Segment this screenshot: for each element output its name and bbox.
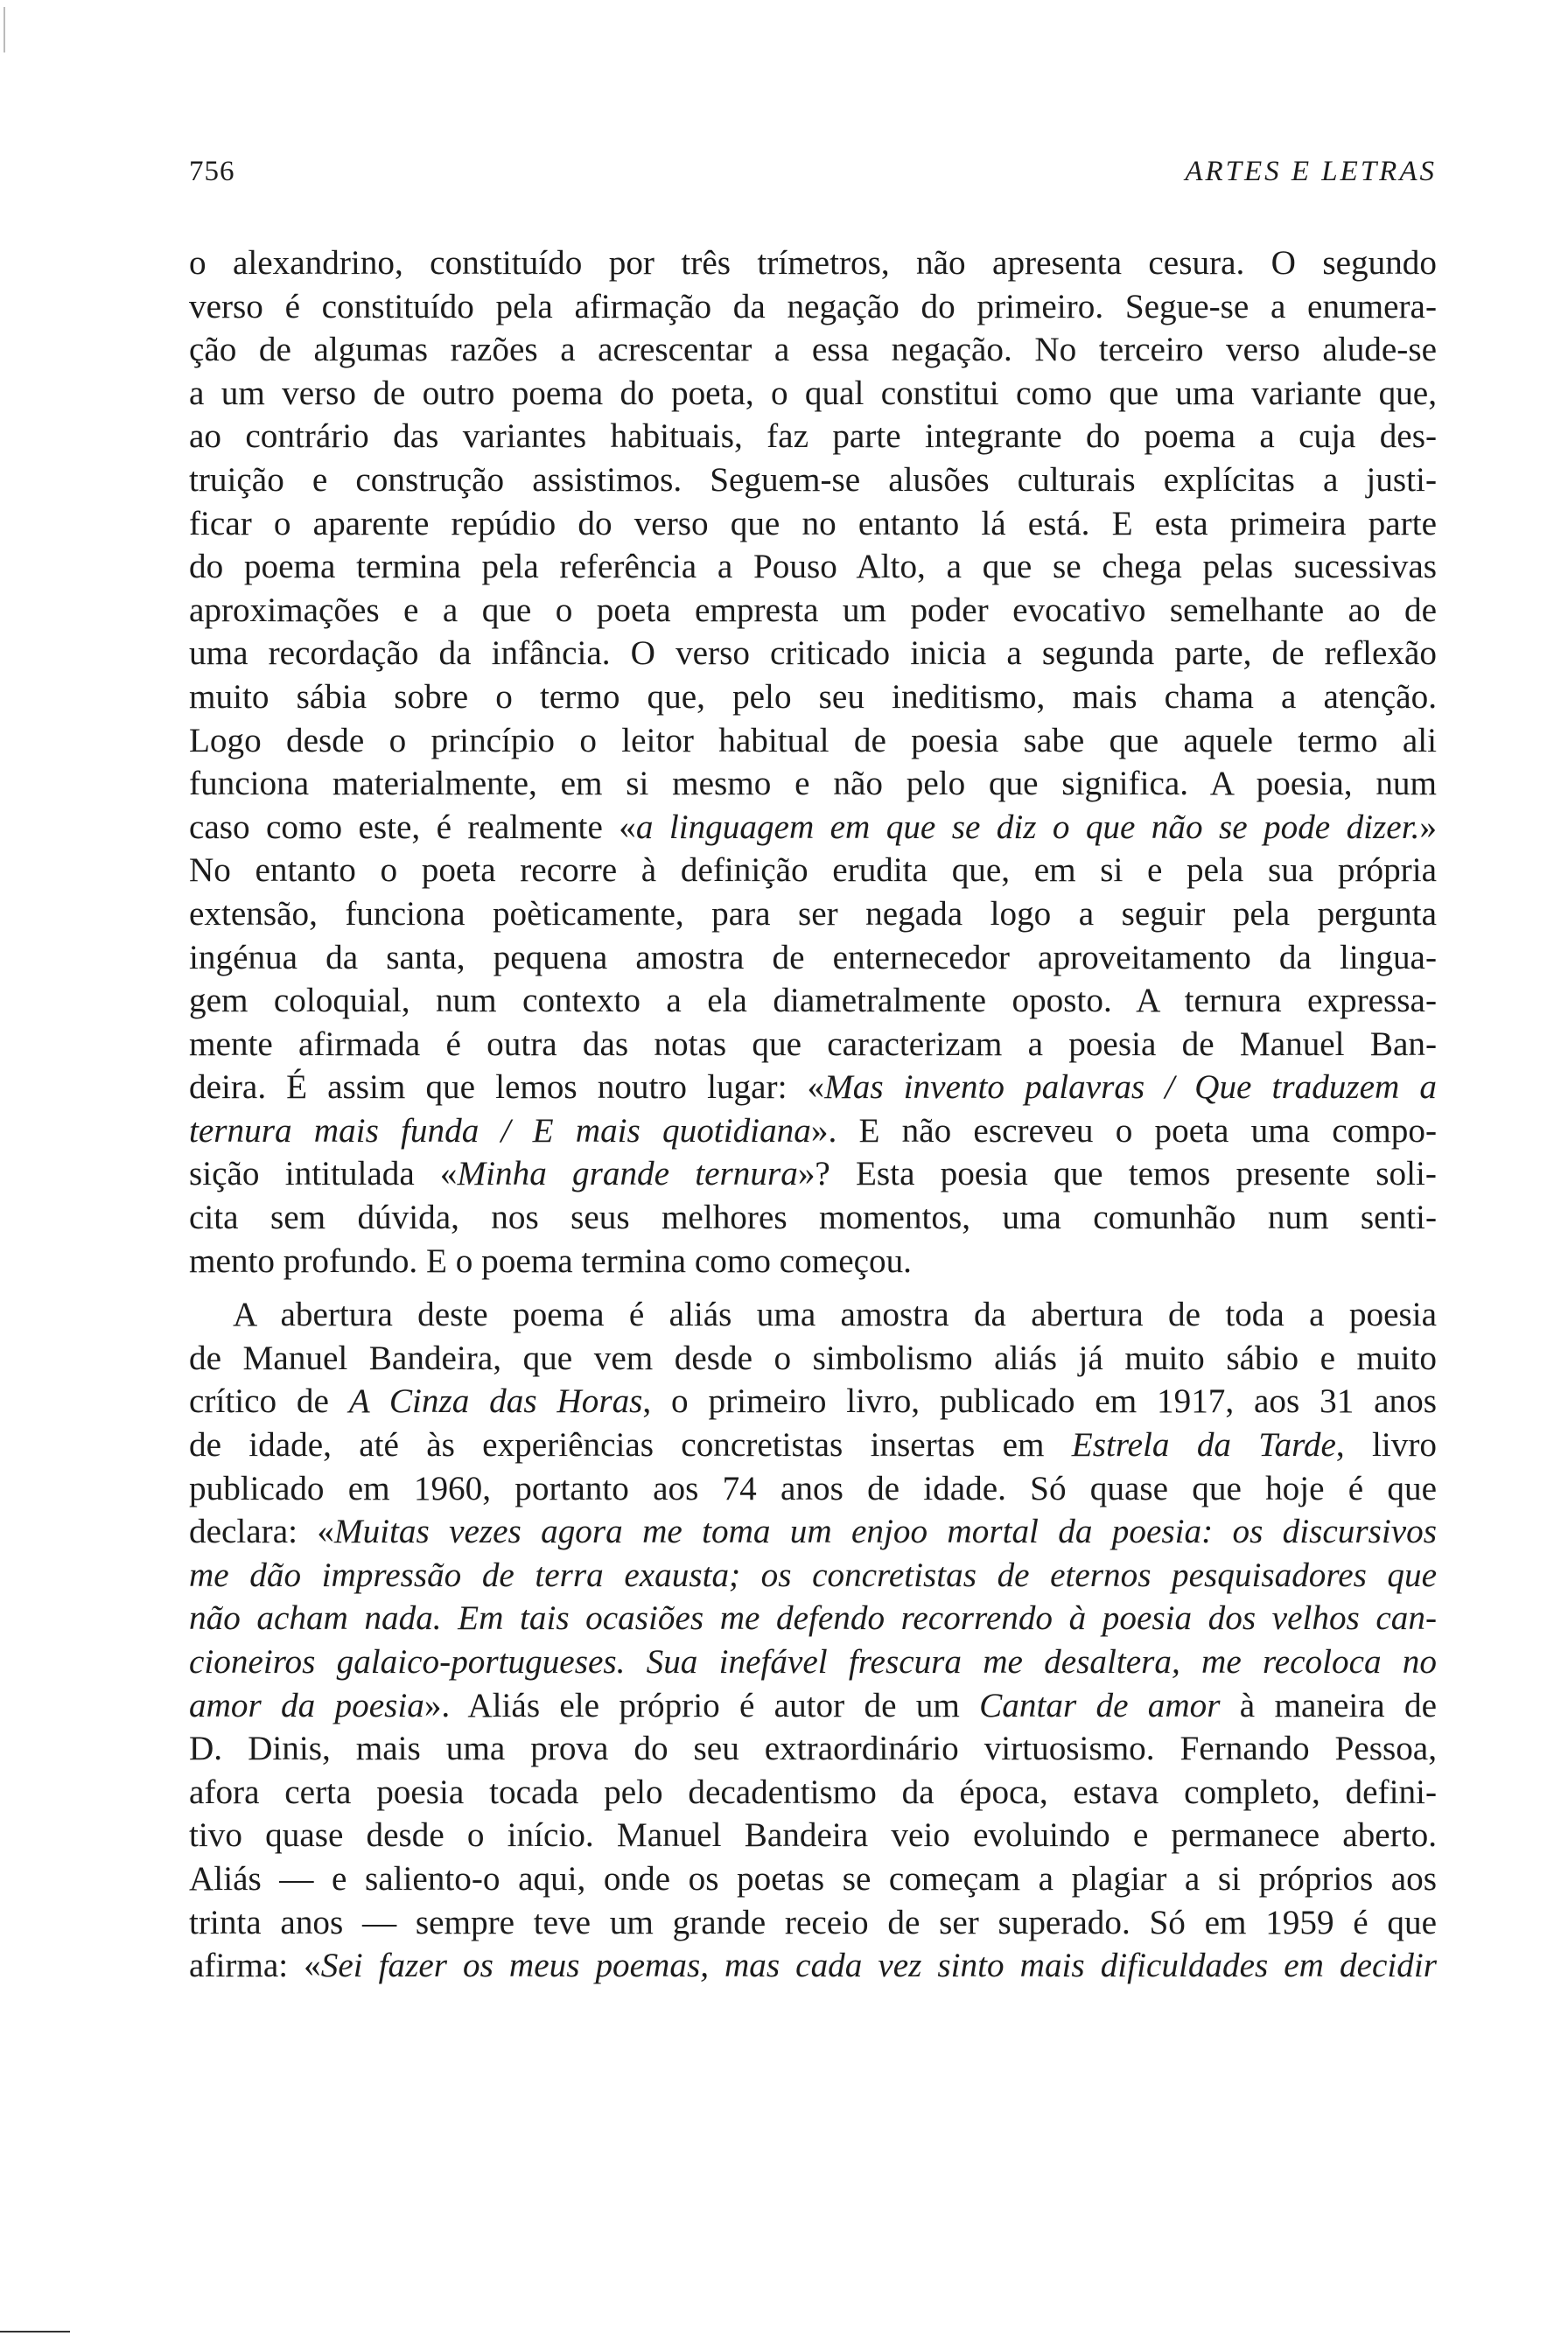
section-title: ARTES E LETRAS <box>1185 156 1437 187</box>
text-line <box>189 1240 1437 1283</box>
text-line <box>189 675 1437 719</box>
text-run: tivo quase desde o início. Manuel Bandeira veio evoluindo e permanece aberto. <box>189 1816 1437 1855</box>
text-run: de idade, até às experiências concretistas insertas em <box>189 1426 1072 1465</box>
text-line <box>189 1066 1437 1109</box>
text-run: afirma: « <box>189 1947 321 1985</box>
body-text <box>189 241 1437 1988</box>
italic-text: Cantar de amor <box>979 1686 1221 1724</box>
text-line <box>189 936 1437 980</box>
text-line <box>189 1196 1437 1240</box>
italic-text: cioneiros galaico-portugueses. Sua inefável frescura me desaltera, me recoloca no <box>189 1643 1437 1681</box>
text-line <box>189 372 1437 416</box>
text-run: deira. É assim que lemos noutro lugar: « <box>189 1068 825 1107</box>
text-run: cita sem dúvida, nos seus melhores momentos, uma comunhão num senti- <box>189 1199 1437 1237</box>
text-line <box>189 1554 1437 1598</box>
text-line <box>189 589 1437 633</box>
text-run: afora certa poesia tocada pelo decadentismo da época, estava completo, defini- <box>189 1773 1437 1811</box>
text-line <box>189 1109 1437 1153</box>
text-line <box>189 1293 1437 1337</box>
scan-artifact <box>0 2331 70 2333</box>
text-line <box>189 1510 1437 1554</box>
text-line <box>189 979 1437 1023</box>
paragraph-gap <box>189 1283 1437 1293</box>
text-line <box>189 1337 1437 1381</box>
text-run: Logo desde o princípio o leitor habitual de poesia sabe que aquele termo ali <box>189 721 1437 759</box>
text-line <box>189 545 1437 589</box>
italic-text: me dão impressão de terra exausta; os concretistas de eternos pesquisadores que <box>189 1556 1437 1594</box>
italic-text: Muitas vezes agora me toma um enjoo mortal da poesia: os discursivos <box>333 1513 1437 1551</box>
text-run: publicado em 1960, portanto aos 74 anos de idade. Só quase que hoje é que <box>189 1469 1437 1507</box>
text-line <box>189 1640 1437 1684</box>
text-line <box>189 285 1437 329</box>
text-run: sição intitulada « <box>189 1155 458 1193</box>
text-line <box>189 806 1437 850</box>
text-line <box>189 892 1437 936</box>
text-run: verso é constituído pela afirmação da negação do primeiro. Segue-se a enumera- <box>189 287 1437 325</box>
italic-text: ternura mais funda / E mais quotidiana <box>189 1111 811 1150</box>
text-run: do poema termina pela referência a Pouso Alto, a que se chega pelas sucessivas <box>189 548 1437 586</box>
italic-text: não acham nada. Em tais ocasiões me defendo recorrendo à poesia dos velhos can- <box>189 1599 1437 1638</box>
text-run: ». Aliás ele próprio é autor de um <box>424 1686 980 1724</box>
text-line <box>189 849 1437 892</box>
text-run: , o primeiro livro, publicado em 1917, aos 31 anos <box>642 1382 1437 1421</box>
text-line <box>189 762 1437 806</box>
text-run: à maneira de <box>1220 1686 1437 1724</box>
paragraph <box>189 241 1437 1283</box>
italic-text: amor da poesia <box>189 1686 424 1724</box>
text-line <box>189 415 1437 458</box>
text-run: o alexandrino, constituído por três trímetros, não apresenta cesura. O segundo <box>189 244 1437 282</box>
text-line <box>189 1152 1437 1196</box>
text-run: ção de algumas razões a acrescentar a essa negação. No terceiro verso alude-se <box>189 331 1437 369</box>
text-run: gem coloquial, num contexto a ela diametralmente oposto. A ternura expressa- <box>189 982 1437 1020</box>
page-number: 756 <box>189 156 235 187</box>
text-run: mente afirmada é outra das notas que caracterizam a poesia de Manuel Ban- <box>189 1025 1437 1063</box>
italic-text: Estrela da Tarde <box>1071 1426 1336 1465</box>
italic-text: Sei fazer os meus poemas, mas cada vez sinto mais dificuldades em decidir <box>320 1947 1437 1985</box>
text-run: trinta anos — sempre teve um grande receio de ser superado. Só em 1959 é que <box>189 1903 1437 1941</box>
scan-artifact <box>4 7 5 52</box>
italic-text: Minha grande ternura <box>457 1155 798 1193</box>
italic-text: a linguagem em que se diz o que não se pode dizer. <box>635 808 1420 846</box>
text-run: ». E não escreveu o poeta uma compo- <box>810 1111 1437 1150</box>
text-run: extensão, funciona poèticamente, para ser negada logo a seguir pela pergunta <box>189 894 1437 933</box>
text-line <box>189 1684 1437 1728</box>
text-run: » <box>1419 808 1437 846</box>
text-run: , livro <box>1335 1426 1437 1465</box>
text-line <box>189 328 1437 372</box>
italic-text: A Cinza das Horas <box>348 1382 643 1421</box>
text-line <box>189 632 1437 675</box>
text-run: aproximações e a que o poeta empresta um poder evocativo semelhante ao de <box>189 591 1437 629</box>
text-run: ingénua da santa, pequena amostra de enternecedor aproveitamento da lingua- <box>189 938 1437 976</box>
text-run: muito sábia sobre o termo que, pelo seu ineditismo, mais chama a atenção. <box>189 677 1437 716</box>
text-line <box>189 1771 1437 1815</box>
text-run: Aliás — e saliento-o aqui, onde os poetas se começam a plagiar a si próprios aos <box>189 1859 1437 1898</box>
text-line <box>189 1597 1437 1640</box>
text-line <box>189 458 1437 502</box>
text-line <box>189 1944 1437 1988</box>
text-line <box>189 1901 1437 1945</box>
text-run: »? Esta poesia que temos presente soli- <box>797 1155 1437 1193</box>
text-line <box>189 1423 1437 1467</box>
text-run: ao contrário das variantes habituais, faz parte integrante do poema a cuja des- <box>189 417 1437 456</box>
text-run: A abertura deste poema é aliás uma amostra da abertura de toda a poesia <box>233 1296 1437 1334</box>
text-run: crítico de <box>189 1382 349 1421</box>
text-line <box>189 1023 1437 1067</box>
text-run: mento profundo. E o poema termina como começou. <box>189 1241 912 1280</box>
text-run: de Manuel Bandeira, que vem desde o simbolismo aliás já muito sábio e muito <box>189 1339 1437 1377</box>
text-line <box>189 1380 1437 1423</box>
text-run: a um verso de outro poema do poeta, o qual constitui como que uma variante que, <box>189 374 1437 412</box>
text-line <box>189 241 1437 285</box>
text-line <box>189 502 1437 546</box>
text-line <box>189 1814 1437 1857</box>
text-line <box>189 1467 1437 1511</box>
running-head <box>189 156 1437 198</box>
text-line <box>189 1727 1437 1771</box>
text-run: declara: « <box>189 1513 334 1551</box>
text-run: No entanto o poeta recorre à definição erudita que, em si e pela sua própria <box>189 851 1437 890</box>
paragraph <box>189 1293 1437 1988</box>
text-run: ficar o aparente repúdio do verso que no entanto lá está. E esta primeira parte <box>189 504 1437 542</box>
text-run: uma recordação da infância. O verso criticado inicia a segunda parte, de reflexão <box>189 634 1437 673</box>
text-line <box>189 1857 1437 1901</box>
text-run: funciona materialmente, em si mesmo e não pelo que significa. A poesia, num <box>189 765 1437 803</box>
text-line <box>189 719 1437 763</box>
italic-text: Mas invento palavras / Que traduzem a <box>824 1068 1437 1107</box>
text-run: D. Dinis, mais uma prova do seu extraordinário virtuosismo. Fernando Pessoa, <box>189 1730 1437 1768</box>
text-run: caso como este, é realmente « <box>189 808 636 846</box>
text-run: truição e construção assistimos. Seguem-se alusões culturais explícitas a justi- <box>189 460 1437 499</box>
